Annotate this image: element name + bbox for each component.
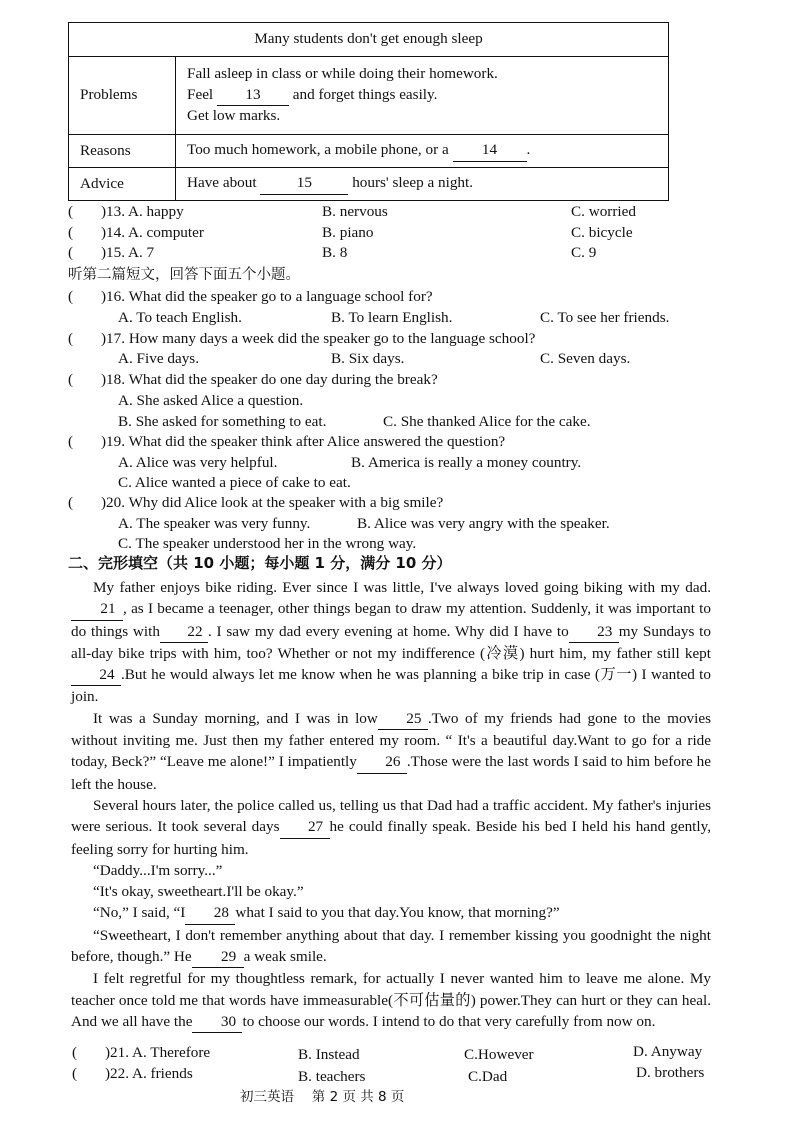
passage-text: to choose our words. I intend to do that very carefully from now on. [242,1012,656,1030]
blank-25[interactable]: 25 [378,708,428,730]
answer-paren[interactable]: ( [68,330,74,347]
listening-instruction: 听第二篇短文，回答下面五个小题。 [68,267,300,283]
reasons-cell [176,135,669,168]
q20-stem: )20. Why did Alice look at the speaker with a big smile? [101,494,444,511]
problems-line-3: Get low marks. [187,107,281,125]
q13-option-c[interactable]: C. worried [571,203,636,220]
q22-option-b[interactable]: B. teachers [298,1068,366,1085]
blank-14[interactable]: 14 [453,140,527,162]
section-heading-cloze: 二、完形填空（共 10 小题；每小题 1 分，满分 10 分） [68,554,452,572]
blank-29[interactable]: 29 [192,946,244,968]
passage-text: what I said to you that day.You know, that morning?” [235,904,560,922]
passage-text: , as I became a teenager, other things began to draw my attention. Suddenly, it was important to do things with [71,600,711,640]
q21-option-b[interactable]: B. Instead [298,1046,360,1063]
q20-option-c[interactable]: C. The speaker understood her in the wrong way. [118,535,417,552]
passage-text: he could finally speak. Beside his bed I held his hand gently, feeling sorry for hurting him. [71,818,712,858]
q18-option-a[interactable]: A. She asked Alice a question. [118,392,304,409]
q15-option-a[interactable]: )15. A. 7 [101,244,155,261]
table-title: Many students don't get enough sleep [69,23,669,57]
passage-paragraph-2 [71,708,711,795]
q14-option-b[interactable]: B. piano [322,224,374,241]
passage-text: It was a Sunday morning, and I was in low [93,709,378,727]
question-22 [72,1064,193,1085]
passage-paragraph-7 [71,925,711,969]
problems-line-2-post: and forget things easily. [292,85,438,103]
advice-pre: Have about [187,174,257,192]
problems-label: Problems [69,57,176,135]
q20-option-a[interactable]: A. The speaker was very funny. [118,515,311,532]
blank-26[interactable]: 26 [357,751,407,773]
answer-paren[interactable]: ( [68,371,74,388]
answer-paren[interactable]: ( [68,203,74,220]
blank-30[interactable]: 30 [192,1011,242,1033]
q15-option-b[interactable]: B. 8 [322,244,348,261]
question-19 [68,432,505,453]
blank-24[interactable]: 24 [71,664,121,686]
q19-option-a[interactable]: A. Alice was very helpful. [118,454,278,471]
q21-option-a[interactable]: )21. A. Therefore [105,1044,211,1061]
q19-stem: )19. What did the speaker think after Alice answered the question? [101,433,506,450]
sleep-info-table [68,22,669,201]
q14-option-c[interactable]: C. bicycle [571,224,633,241]
q16-stem: )16. What did the speaker go to a language school for? [101,288,433,305]
passage-text: . I saw my dad every evening at home. Why did I have to [207,622,569,640]
cloze-passage [71,577,711,1033]
blank-13[interactable]: 13 [217,85,289,107]
question-13 [68,202,184,223]
reasons-post: . [526,141,531,159]
question-20 [68,493,443,514]
answer-paren[interactable]: ( [68,494,74,511]
q16-option-b[interactable]: B. To learn English. [331,309,453,326]
q16-option-a[interactable]: A. To teach English. [118,309,242,326]
passage-text: I felt regretful for my thoughtless remark, for actually I never wanted him to leave me alone. My teacher once told me that words have immeasurable(不可估量的) power.They can hurt or they can heal. And we all have the [71,970,711,1030]
question-15 [68,243,154,264]
q17-stem: )17. How many days a week did the speaker go to the language school? [101,330,536,347]
blank-23[interactable]: 23 [569,621,619,643]
question-21 [72,1043,210,1064]
q22-option-c[interactable]: C.Dad [468,1068,508,1085]
problems-line-1: Fall asleep in class or while doing their homework. [187,65,498,83]
passage-text: .But he would always let me know when he was planning a bike trip in case (万一) I wanted to join. [71,666,711,706]
passage-text: “Sweetheart, I don't remember anything about that day. I remember kissing you goodnight the night before, though.” He [71,926,711,966]
answer-paren[interactable]: ( [72,1044,78,1061]
passage-paragraph-3 [71,795,711,860]
q19-option-b[interactable]: B. America is really a money country. [351,454,582,471]
advice-post: hours' sleep a night. [352,174,474,192]
answer-paren[interactable]: ( [68,244,74,261]
q17-option-a[interactable]: A. Five days. [118,350,199,367]
question-16 [68,287,433,308]
q21-option-c[interactable]: C.However [464,1046,534,1063]
q16-option-c[interactable]: C. To see her friends. [540,309,670,326]
passage-text: My father enjoys bike riding. Ever since I was little, I've always loved going biking with my dad. [93,579,711,596]
q13-option-b[interactable]: B. nervous [322,203,388,220]
answer-paren[interactable]: ( [68,224,74,241]
passage-paragraph-5: “It's okay, sweetheart.I'll be okay.” [93,883,304,901]
passage-text: “No,” I said, “I [93,904,186,922]
problems-line-2-pre: Feel [187,85,214,103]
blank-21[interactable]: 21 [71,598,123,620]
q13-option-a[interactable]: )13. A. happy [101,203,184,220]
blank-15[interactable]: 15 [260,173,348,195]
q18-option-b[interactable]: B. She asked for something to eat. [118,413,327,430]
passage-text: my Sundays to all-day bike trips with him, too? Whether or not my indifference (冷漠) hurt him, my father still kept [71,622,711,662]
q14-option-a[interactable]: )14. A. computer [101,224,204,241]
answer-paren[interactable]: ( [68,288,74,305]
passage-text: a weak smile. [243,948,327,966]
q19-option-c[interactable]: C. Alice wanted a piece of cake to eat. [118,474,351,491]
q17-option-c[interactable]: C. Seven days. [540,350,631,367]
page-footer: 初三英语 第 2 页 共 8 页 [240,1089,405,1105]
q20-option-b[interactable]: B. Alice was very angry with the speaker. [357,515,610,532]
blank-28[interactable]: 28 [185,902,235,924]
blank-27[interactable]: 27 [280,816,330,838]
reasons-pre: Too much homework, a mobile phone, or a [187,141,449,159]
advice-label: Advice [69,168,176,201]
q21-option-d[interactable]: D. Anyway [633,1043,703,1060]
passage-paragraph-8 [71,968,711,1033]
question-18 [68,370,438,391]
question-17 [68,329,535,350]
passage-text: Several hours later, the police called us, telling us that Dad had a traffic accident. My father's injuries were serious. It took several days [71,796,711,836]
q22-option-a[interactable]: )22. A. friends [105,1065,193,1082]
answer-paren[interactable]: ( [68,433,74,450]
passage-paragraph-4: “Daddy...I'm sorry...” [93,861,223,879]
passage-paragraph-6 [71,902,711,924]
q18-stem: )18. What did the speaker do one day during the break? [101,371,438,388]
problems-line-2 [187,85,668,107]
q17-option-b[interactable]: B. Six days. [331,350,405,367]
passage-paragraph-1 [71,577,711,708]
q15-option-c[interactable]: C. 9 [571,244,597,261]
blank-22[interactable]: 22 [160,621,208,643]
passage-text: .Two of my friends had gone to the movies without inviting me. Just then my father entered my room. “ It's a beautiful day.Want to go for a ride today, Beck?” “Leave me alone!” I impatiently [71,709,711,771]
answer-paren[interactable]: ( [72,1065,78,1082]
advice-cell [176,168,669,201]
problems-cell [176,57,669,135]
q18-option-c[interactable]: C. She thanked Alice for the cake. [383,413,591,430]
reasons-label: Reasons [69,135,176,168]
question-14 [68,223,204,244]
q22-option-d[interactable]: D. brothers [636,1064,705,1081]
passage-text: .Those were the last words I said to him before he left the house. [71,753,711,793]
